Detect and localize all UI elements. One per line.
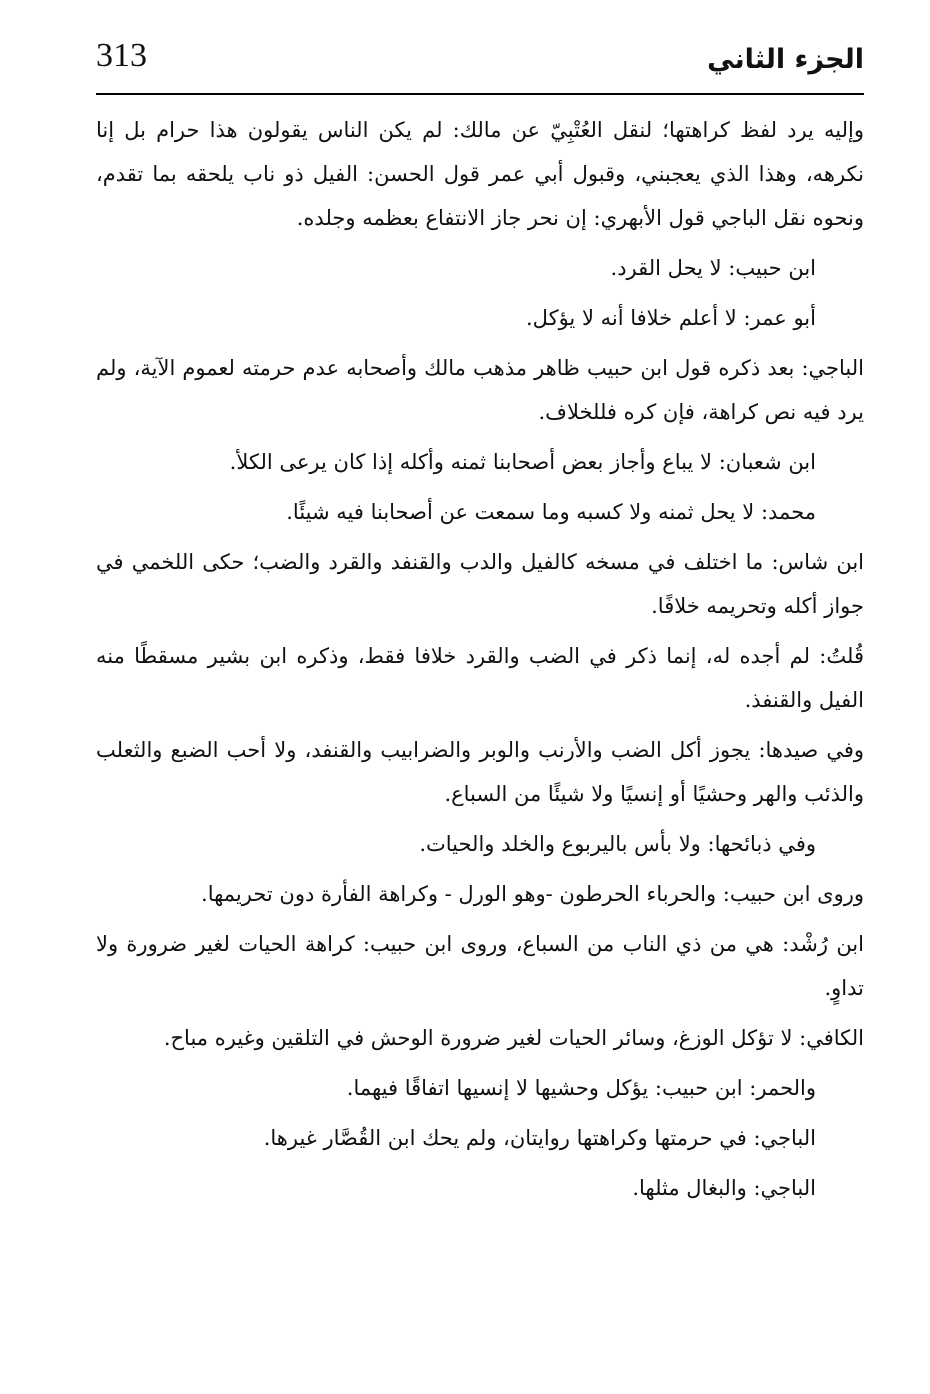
paragraph-14: والحمر: ابن حبيب: يؤكل وحشيها لا إنسيها اتفاقًا فيهما.	[346, 1076, 816, 1100]
paragraph-11: وروى ابن حبيب: والحرباء الحرطون -وهو الورل - وكراهة الفأرة دون تحريمها.	[201, 882, 864, 906]
paragraph-15: الباجي: في حرمتها وكراهتها روايتان، ولم يحك ابن القُصَّار غيرها.	[263, 1126, 816, 1150]
paragraph-7: ابن شاس: ما اختلف في مسخه كالفيل والدب والقنفد والقرد والضب؛ حكى اللخمي في جواز أكله وتحريمه خلافًا.	[96, 550, 864, 618]
page-header	[96, 30, 864, 92]
paragraph-12: ابن رُشْد: هي من ذي الناب من السباع، وروى ابن حبيب: كراهة الحيات لغير ضرورة ولا تداوٍ.	[96, 932, 864, 1000]
paragraph-3: أبو عمر: لا أعلم خلافا أنه لا يؤكل.	[526, 306, 816, 330]
page-body	[96, 108, 864, 1216]
page-number: 313	[96, 37, 147, 74]
paragraph-1: وإليه يرد لفظ كراهتها؛ لنقل العُتْبِيّ عن مالك: لم يكن الناس يقولون هذا حرام بل إنا نكرهه، وهذا الذي يعجبني، وقبول أبي عمر قول الحسن: الفيل ذو ناب يلحقه بما تقدم، ونحوه نقل الباجي قول الأبهري: إن نحر جاز الانتفاع بعظمه وجلده.	[96, 118, 864, 230]
paragraph-6: محمد: لا يحل ثمنه ولا كسبه وما سمعت عن أصحابنا فيه شيئًا.	[286, 500, 816, 524]
paragraph-10: وفي ذبائحها: ولا بأس باليربوع والخلد والحيات.	[419, 832, 816, 856]
paragraph-13: الكافي: لا تؤكل الوزغ، وسائر الحيات لغير ضرورة الوحش في التلقين وغيره مباح.	[163, 1026, 864, 1050]
paragraph-16: الباجي: والبغال مثلها.	[632, 1176, 816, 1200]
header-rule	[96, 93, 864, 95]
paragraph-5: ابن شعبان: لا يباع وأجاز بعض أصحابنا ثمنه وأكله إذا كان يرعى الكلأ.	[229, 450, 816, 474]
paragraph-9: وفي صيدها: يجوز أكل الضب والأرنب والوبر والضرابيب والقنفد، ولا أحب الضبع والثعلب والذئب والهر وحشيًا أو إنسيًا ولا شيئًا من السباع.	[96, 738, 864, 806]
paragraph-8: قُلتُ: لم أجده له، إنما ذكر في الضب والقرد خلافا فقط، وذكره ابن بشير مسقطًا منه الفيل والقنفذ.	[96, 644, 864, 712]
running-head: الجزء الثاني	[707, 44, 864, 75]
paragraph-2: ابن حبيب: لا يحل القرد.	[610, 256, 816, 280]
paragraph-4: الباجي: بعد ذكره قول ابن حبيب ظاهر مذهب مالك وأصحابه عدم حرمته لعموم الآية، ولم يرد فيه نص كراهة، فإن كره فللخلاف.	[96, 356, 864, 424]
